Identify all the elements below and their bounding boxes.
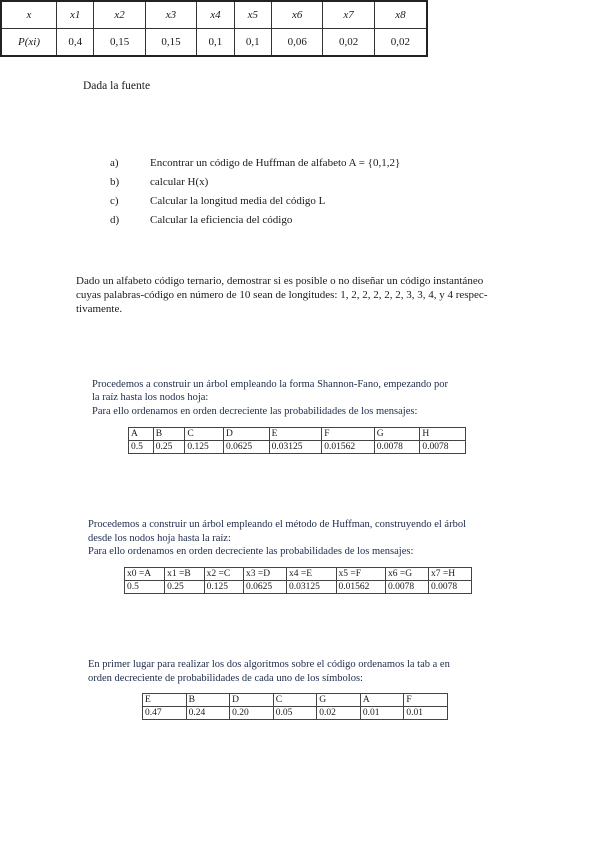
paragraph-line: Procedemos a construir un árbol empleando el método de Huffman, construyendo el árbol: [88, 519, 466, 530]
table-cell: 0.5: [129, 441, 154, 454]
symbol-probability-table: [142, 693, 448, 720]
table-cell: D: [224, 428, 270, 441]
table-cell: 0,15: [145, 29, 196, 57]
list-item: [110, 213, 292, 227]
table-row: [129, 441, 466, 454]
paragraph-line: desde los nodos hoja hasta la raíz:: [88, 533, 231, 544]
table-cell: 0.01: [404, 707, 448, 720]
table-cell: 0.02: [317, 707, 361, 720]
table-cell: E: [269, 428, 322, 441]
table-cell: 0.03125: [269, 441, 322, 454]
table-cell: x7: [323, 1, 374, 29]
table-cell: 0.5: [125, 581, 165, 594]
paragraph-line: Dado un alfabeto código ternario, demostrar si es posible o no diseñar un código instantáneo: [76, 275, 484, 287]
list-text: Encontrar un código de Huffman de alfabeto A = {0,1,2}: [150, 157, 401, 169]
table-cell: 0.0078: [386, 581, 429, 594]
table-cell: C: [185, 428, 224, 441]
source-probability-table: [0, 0, 428, 57]
paragraph-line: tivamente.: [76, 303, 123, 315]
table-cell: C: [273, 694, 317, 707]
table-cell: x4 =E: [286, 568, 336, 581]
table-cell: x2: [94, 1, 145, 29]
table-cell: 0,15: [94, 29, 145, 57]
table-cell: E: [143, 694, 187, 707]
paragraph-line: la raíz hasta los nodos hoja:: [92, 392, 209, 403]
paragraph-line: orden decreciente de probabilidades de cada uno de los símbolos:: [88, 673, 363, 684]
table-cell: 0,4: [57, 29, 94, 57]
table-cell: 0,1: [197, 29, 234, 57]
table-row: [143, 694, 448, 707]
table-cell: F: [322, 428, 375, 441]
table-cell: 0,02: [374, 29, 427, 57]
table-cell: G: [317, 694, 361, 707]
table-cell: B: [186, 694, 230, 707]
table-cell: 0.01562: [336, 581, 386, 594]
table-cell: x6 =G: [386, 568, 429, 581]
list-text: Calcular la longitud media del código L: [150, 195, 326, 207]
table-cell: x3 =D: [244, 568, 287, 581]
table-cell: x: [1, 1, 57, 29]
table-cell: 0,1: [234, 29, 271, 57]
table-cell: 0.05: [273, 707, 317, 720]
table-row: [125, 568, 472, 581]
table-cell: x7 =H: [428, 568, 471, 581]
paragraph-line: cuyas palabras-código en número de 10 sean de longitudes: 1, 2, 2, 2, 2, 2, 3, 3, 4, y 4 respec-: [76, 289, 488, 301]
table-cell: H: [420, 428, 466, 441]
table-cell: 0,02: [323, 29, 374, 57]
list-item: [110, 175, 208, 189]
paragraph-line: Para ello ordenamos en orden decreciente las probabilidades de los mensajes:: [88, 546, 414, 557]
table-cell: P(xi): [1, 29, 57, 57]
source-intro: Dada la fuente: [83, 80, 151, 92]
table-cell: D: [230, 694, 274, 707]
table-cell: x5: [234, 1, 271, 29]
table-cell: 0.47: [143, 707, 187, 720]
table-row: [1, 1, 427, 29]
table-cell: x6: [272, 1, 323, 29]
table-cell: B: [153, 428, 185, 441]
table-row: [143, 707, 448, 720]
shannon-fano-table: [128, 427, 466, 454]
paragraph-line: Procedemos a construir un árbol empleando la forma Shannon-Fano, empezando por: [92, 379, 449, 390]
table-cell: x1: [57, 1, 94, 29]
table-cell: 0.0078: [374, 441, 420, 454]
table-cell: x8: [374, 1, 427, 29]
table-cell: x4: [197, 1, 234, 29]
table-cell: G: [374, 428, 420, 441]
table-cell: F: [404, 694, 448, 707]
list-text: Calcular la eficiencia del código: [150, 214, 293, 226]
list-letter: a): [110, 157, 119, 169]
list-text: calcular H(x): [150, 176, 209, 188]
table-row: [125, 581, 472, 594]
table-cell: 0.03125: [286, 581, 336, 594]
list-letter: d): [110, 214, 120, 226]
table-cell: 0.0625: [244, 581, 287, 594]
table-cell: 0,06: [272, 29, 323, 57]
table-row: [129, 428, 466, 441]
table-cell: 0.25: [153, 441, 185, 454]
table-cell: 0.20: [230, 707, 274, 720]
table-cell: 0.01: [360, 707, 404, 720]
table-cell: x1 =B: [165, 568, 204, 581]
paragraph-line: En primer lugar para realizar los dos algoritmos sobre el código ordenamos la tab a en: [88, 659, 450, 670]
table-cell: 0.01562: [322, 441, 375, 454]
table-cell: 0.0625: [224, 441, 270, 454]
paragraph-line: Para ello ordenamos en orden decreciente las probabilidades de los mensajes:: [92, 406, 418, 417]
list-item: [110, 194, 325, 208]
table-cell: x3: [145, 1, 196, 29]
table-cell: x5 =F: [336, 568, 386, 581]
list-letter: b): [110, 176, 120, 188]
table-cell: A: [129, 428, 154, 441]
table-cell: 0.125: [185, 441, 224, 454]
table-cell: 0.24: [186, 707, 230, 720]
table-cell: 0.0078: [428, 581, 471, 594]
list-letter: c): [110, 195, 119, 207]
table-cell: 0.125: [204, 581, 243, 594]
table-cell: x2 =C: [204, 568, 243, 581]
table-row: [1, 29, 427, 57]
table-cell: 0.25: [165, 581, 204, 594]
list-item: [110, 156, 400, 170]
table-cell: 0.0078: [420, 441, 466, 454]
table-cell: A: [360, 694, 404, 707]
huffman-table: [124, 567, 472, 594]
table-cell: x0 =A: [125, 568, 165, 581]
